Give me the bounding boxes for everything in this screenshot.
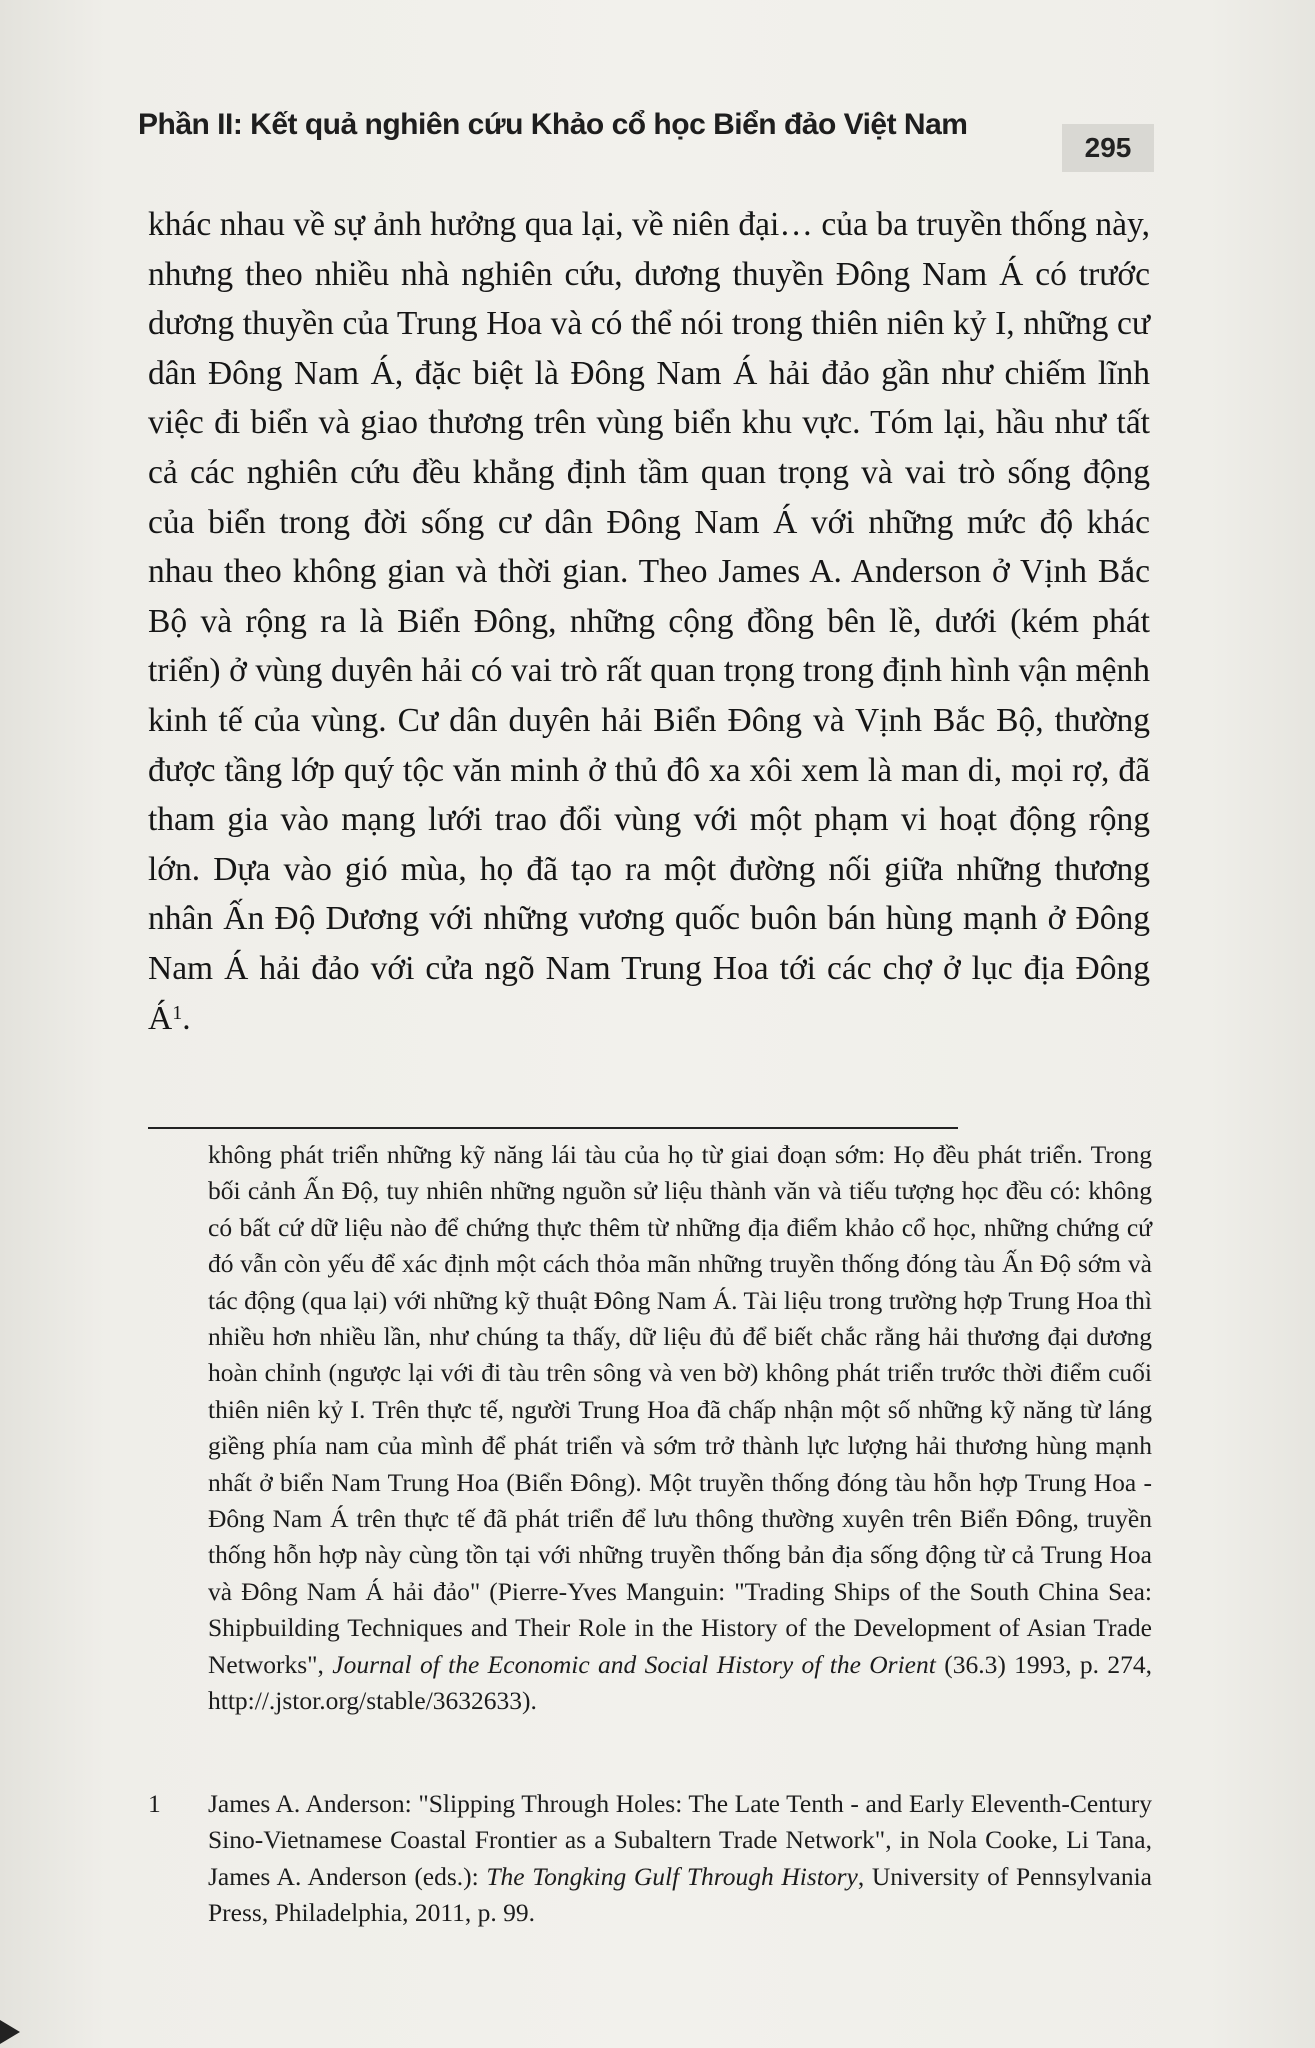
journal-title: Journal of the Economic and Social History of the Orient	[332, 1649, 936, 1679]
footnote-1-text-before: James A. Anderson: "Slipping Through Holes: The Late Tenth - and Early Eleventh-Century Sino-Vietnamese Coastal Frontier as a Subaltern Trade Network", in Nola Cooke, Li Tana, James A. Anderson (eds.):	[208, 1789, 1152, 1891]
footnote-1-text	[208, 1786, 1152, 1932]
main-paragraph-text: khác nhau về sự ảnh hưởng qua lại, về niên đại… của ba truyền thống này, nhưng theo nhiều nhà nghiên cứu, dương thuyền Đông Nam Á có trước dương thuyền của Trung Hoa và có thể nói trong thiên niên kỷ I, những cư dân Đông Nam Á, đặc biệt là Đông Nam Á hải đảo gần như chiếm lĩnh việc đi biển và giao thương trên vùng biển khu vực. Tóm lại, hầu như tất cả các nghiên cứu đều khẳng định tầm quan trọng và vai trò sống động của biển trong đời sống cư dân Đông Nam Á với những mức độ khác nhau theo không gian và thời gian. Theo James A. Anderson ở Vịnh Bắc Bộ và rộng ra là Biển Đông, những cộng đồng bên lề, dưới (kém phát triển) ở vùng duyên hải có vai trò rất quan trọng trong định hình vận mệnh kinh tế của vùng. Cư dân duyên hải Biển Đông và Vịnh Bắc Bộ, thường được tầng lớp quý tộc văn minh ở thủ đô xa xôi xem là man di, mọi rợ, đã tham gia vào mạng lưới trao đổi vùng với một phạm vi hoạt động rộng lớn. Dựa vào gió mùa, họ đã tạo ra một đường nối giữa những thương nhân Ấn Độ Dương với những vương quốc buôn bán hùng mạnh ở Đông Nam Á hải đảo với cửa ngõ Nam Trung Hoa tới các chợ ở lục địa Đông Á	[148, 206, 1150, 1037]
page-corner-mark-icon	[0, 2020, 20, 2044]
main-paragraph: khác nhau về sự ảnh hưởng qua lại, về niên đại… của ba truyền thống này, nhưng theo nhiều nhà nghiên cứu, dương thuyền Đông Nam Á có trước dương thuyền của Trung Hoa và có thể nói trong thiên niên kỷ I, những cư dân Đông Nam Á, đặc biệt là Đông Nam Á hải đảo gần như chiếm lĩnh việc đi biển và giao thương trên vùng biển khu vực. Tóm lại, hầu như tất cả các nghiên cứu đều khẳng định tầm quan trọng và vai trò sống động của biển trong đời sống cư dân Đông Nam Á với những mức độ khác nhau theo không gian và thời gian. Theo James A. Anderson ở Vịnh Bắc Bộ và rộng ra là Biển Đông, những cộng đồng bên lề, dưới (kém phát triển) ở vùng duyên hải có vai trò rất quan trọng trong định hình vận mệnh kinh tế của vùng. Cư dân duyên hải Biển Đông và Vịnh Bắc Bộ, thường được tầng lớp quý tộc văn minh ở thủ đô xa xôi xem là man di, mọi rợ, đã tham gia vào mạng lưới trao đổi vùng với một phạm vi hoạt động rộng lớn. Dựa vào gió mùa, họ đã tạo ra một đường nối giữa những thương nhân Ấn Độ Dương với những vương quốc buôn bán hùng mạnh ở Đông Nam Á hải đảo với cửa ngõ Nam Trung Hoa tới các chợ ở lục địa Đông $Á^1$.	[148, 206, 1150, 1037]
page-number-box: 295	[1062, 124, 1154, 172]
footnote-1-number: 1	[148, 1789, 161, 1818]
footnote-1	[148, 1786, 1152, 1932]
footnote-reference-1[interactable]: 1	[172, 1001, 183, 1024]
footnote-continuation-text: không phát triển những kỹ năng lái tàu của họ từ giai đoạn sớm: Họ đều phát triển. Trong bối cảnh Ấn Độ, tuy nhiên những nguồn sử liệu thành văn và tiếu tượng học đều có: không có bất cứ dữ liệu nào để chứng thực thêm từ những địa điểm khảo cổ học, những chứng cứ đó vẫn còn yếu để xác định một cách thỏa mãn những truyền thống đóng tàu Ấn Độ sớm và tác động (qua lại) với những kỹ thuật Đông Nam Á. Tài liệu trong trường hợp Trung Hoa thì nhiều hơn nhiều lần, như chúng ta thấy, dữ liệu đủ để biết chắc rằng hải thương đại dương hoàn chỉnh (ngược lại với đi tàu trên sông và ven bờ) không phát triển trước thời điểm cuối thiên niên kỷ I. Trên thực tế, người Trung Hoa đã chấp nhận một số những kỹ năng từ láng giềng phía nam của mình để phát triển và sớm trở thành lực lượng hải thương hùng mạnh nhất ở biển Nam Trung Hoa (Biển Đông). Một truyền thống đóng tàu hỗn hợp Trung Hoa - Đông Nam Á trên thực tế đã phát triển để lưu thông thường xuyên trên Biển Đông, truyền thống hỗn hợp này cùng tồn tại với những truyền thống bản địa sống động từ cả Trung Hoa và Đông Nam Á hải đảo" (Pierre-Yves Manguin: "Trading Ships of the South China Sea: Shipbuilding Techniques and Their Role in the History of the Development of Asian Trade Networks",	[208, 1140, 1152, 1679]
footnote-continuation-tail: (36.3) 1993, p. 274, http://.jstor.org/stable/3632633).	[208, 1649, 1153, 1716]
footnote-1-text-after: , University of Pennsylvania Press, Philadelphia, 2011, p. 99.	[208, 1861, 1152, 1928]
footnote-1-book-title: The Tongking Gulf Through History	[486, 1861, 858, 1891]
footnote-separator-line	[148, 1127, 958, 1129]
footnote-continuation	[208, 1137, 1152, 1720]
running-header-title: Phần II: Kết quả nghiên cứu Khảo cổ học Biển đảo Việt Nam	[138, 108, 968, 141]
